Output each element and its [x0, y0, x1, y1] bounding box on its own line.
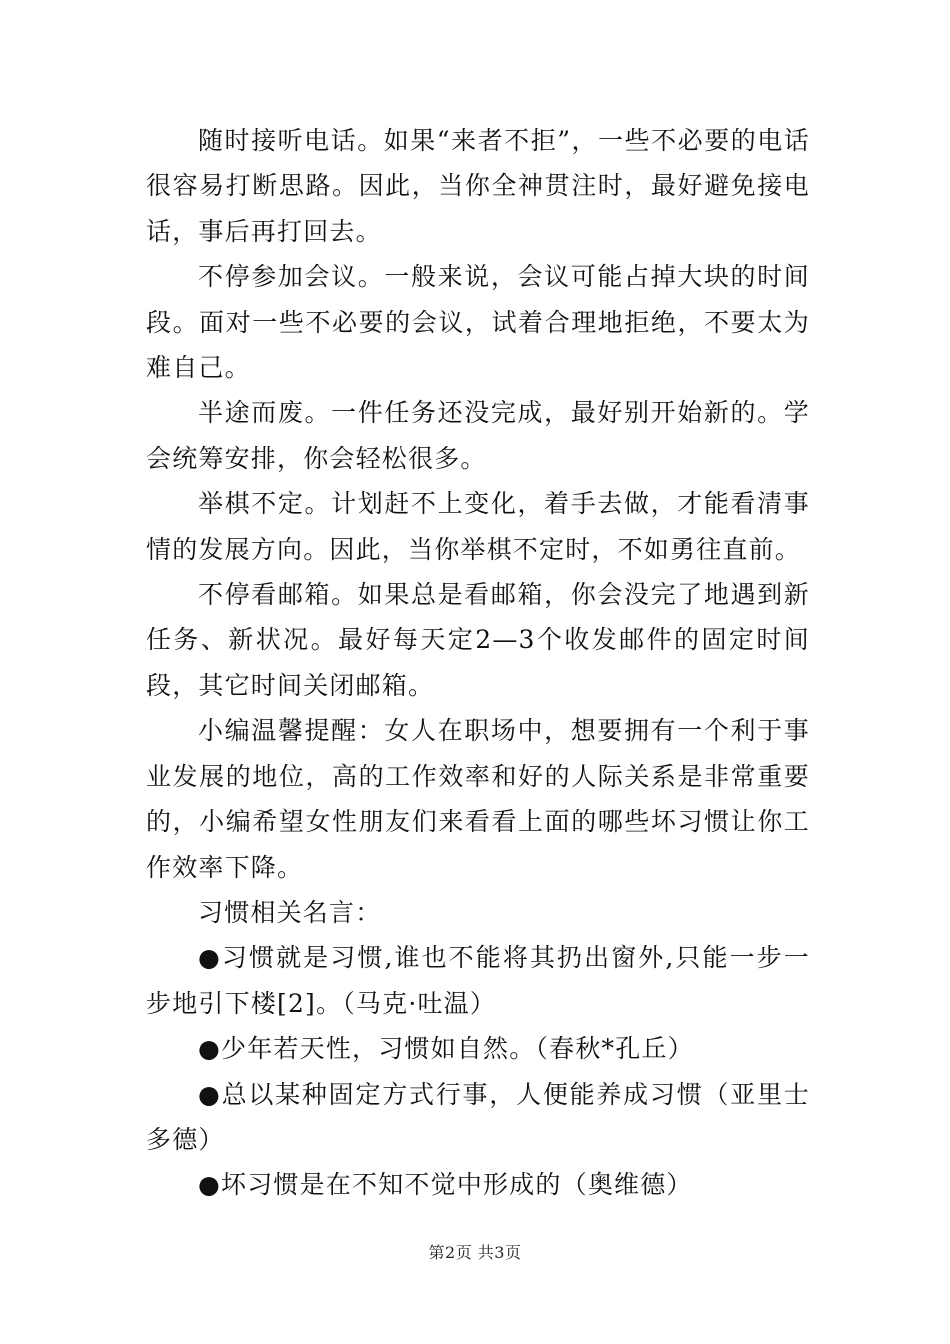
- paragraph-indecision: 举棋不定。计划赶不上变化，着手去做，才能看清事情的发展方向。因此，当你举棋不定时，不如勇往直前。: [146, 489, 810, 564]
- quote-item: ●坏习惯是在不知不觉中形成的（奥维德）: [198, 1170, 693, 1200]
- paragraph-meetings: 不停参加会议。一般来说，会议可能占掉大块的时间段。面对一些不必要的会议，试着合理地拒绝，不要太为难自己。: [146, 262, 810, 383]
- paragraph-give-up-halfway: 半途而废。一件任务还没完成，最好别开始新的。学会统筹安排，你会轻松很多。: [146, 398, 810, 473]
- paragraph-editor-tip: 小编温馨提醒：女人在职场中，想要拥有一个利于事业发展的地位，高的工作效率和好的人际关系是非常重要的，小编希望女性朋友们来看看上面的哪些坏习惯让你工作效率下降。: [146, 716, 810, 882]
- page-footer: 第2页 共3页: [428, 1243, 522, 1262]
- document-body: [146, 118, 810, 1208]
- quote-item: ●少年若天性，习惯如自然。（春秋*孔丘）: [198, 1034, 694, 1064]
- paragraph-check-email: 不停看邮箱。如果总是看邮箱，你会没完了地遇到新任务、新状况。最好每天定2—3个收发邮件的固定时间段，其它时间关闭邮箱。: [146, 580, 810, 700]
- quote-item: ●总以某种固定方式行事，人便能养成习惯（亚里士多德）: [146, 1079, 810, 1154]
- paragraph-answer-phone: 随时接听电话。如果“来者不拒”，一些不必要的电话很容易打断思路。因此，当你全神贯注时，最好避免接电话，事后再打回去。: [146, 126, 810, 246]
- quote-item: ●习惯就是习惯,谁也不能将其扔出窗外,只能一步一步地引下楼[2]。（马克·吐温）: [146, 943, 810, 1018]
- quotes-heading: 习惯相关名言：: [198, 897, 382, 927]
